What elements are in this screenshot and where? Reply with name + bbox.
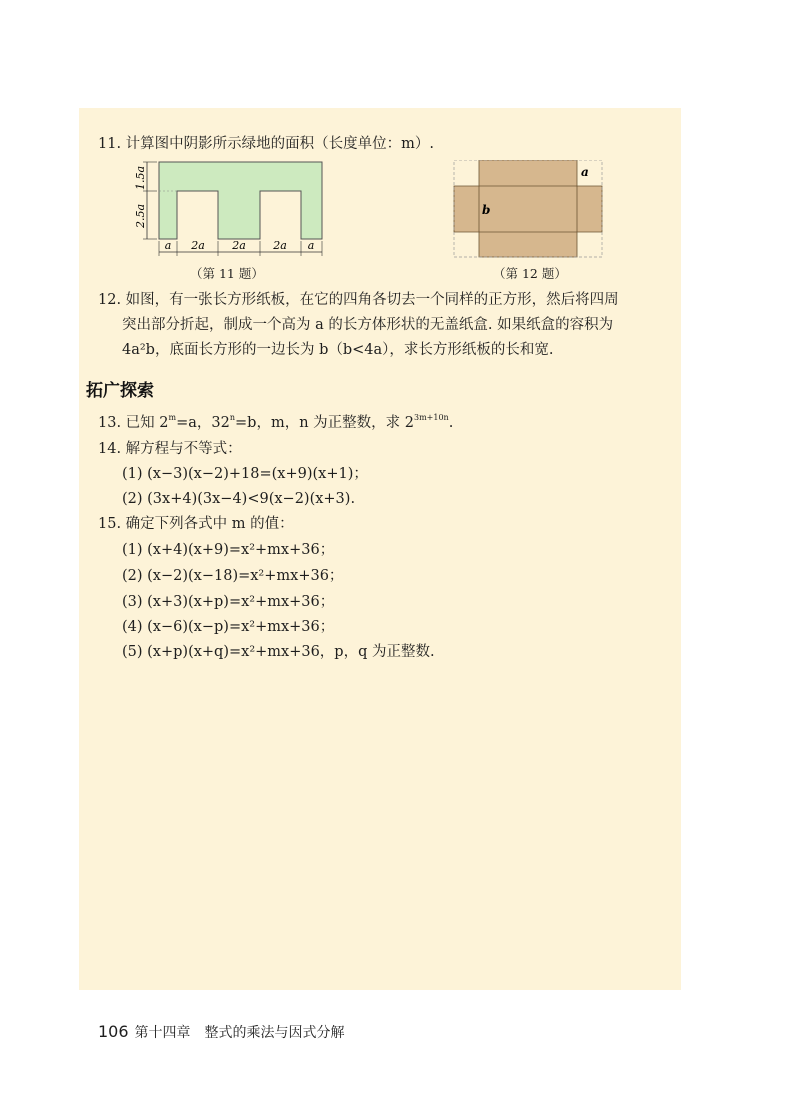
label-a: a [581, 165, 589, 179]
question-14-item-1: (1) (x−3)(x−2)+18=(x+9)(x+1)； [122, 466, 368, 482]
question-12-line-3: 4a²b，底面长方形的一边长为 b（b<4a），求长方形纸板的长和宽. [122, 342, 554, 358]
dim-label-2a-1: 2a [191, 239, 205, 252]
chapter-title: 整式的乘法与因式分解 [204, 1025, 345, 1041]
lawn-shape [159, 162, 322, 239]
page-footer [98, 1022, 345, 1042]
question-15-item-5: (5) (x+p)(x+q)=x²+mx+36，p，q 为正整数. [122, 644, 435, 660]
question-15-title: 15. 确定下列各式中 m 的值： [98, 516, 294, 532]
question-15-item-1: (1) (x+4)(x+9)=x²+mx+36； [122, 542, 335, 558]
page-number: 106 [98, 1022, 129, 1041]
dim-label-a-left: a [164, 239, 172, 252]
q13-text-2: =a，32 [176, 415, 230, 431]
question-15-item-4: (4) (x−6)(x−p)=x²+mx+36； [122, 619, 335, 635]
label-b: b [482, 203, 491, 217]
dim-label-2a-2: 2a [232, 239, 246, 252]
question-14-title: 14. 解方程与不等式： [98, 441, 242, 457]
question-15-item-3: (3) (x+3)(x+p)=x²+mx+36； [122, 594, 335, 610]
section-title: 拓广探索 [86, 381, 154, 401]
figure-11-lawn-diagram [130, 160, 330, 260]
q13-exponent-n: n [229, 413, 236, 423]
figure-12-caption: （第 12 题） [493, 266, 567, 281]
q13-text-3: =b，m，n 为正整数，求 2 [235, 415, 414, 431]
question-12-line-2: 突出部分折起，制成一个高为 a 的长方体形状的无盖纸盒. 如果纸盒的容积为 [122, 317, 614, 333]
figure-11-caption: （第 11 题） [190, 266, 264, 281]
dim-label-2-5a: 2.5a [134, 203, 147, 229]
dim-label-2a-3: 2a [273, 239, 287, 252]
question-14-item-2: (2) (3x+4)(3x−4)<9(x−2)(x+3). [122, 491, 356, 507]
dim-label-1-5a: 1.5a [134, 165, 147, 191]
q13-text-1: 13. 已知 2 [98, 415, 169, 431]
question-15-item-2: (2) (x−2)(x−18)=x²+mx+36； [122, 568, 344, 584]
q13-exponent-3m-10n: 3m+10n [413, 413, 449, 423]
q13-text-4: . [448, 415, 454, 431]
cross-shaped-cardboard [454, 160, 602, 257]
question-text: 计算图中阴影所示绿地的面积（长度单位：m）. [125, 136, 435, 152]
chapter-label: 第十四章 [134, 1025, 191, 1041]
question-12-line-1: 12. 如图，有一张长方形纸板，在它的四角各切去一个同样的正方形，然后将四周 [98, 292, 619, 308]
dim-label-a-right: a [307, 239, 315, 252]
q13-exponent-m: m [168, 413, 177, 423]
figure-12-box-diagram [453, 160, 603, 258]
question-11 [98, 134, 434, 154]
question-13 [98, 413, 453, 433]
question-number: 11. [98, 136, 122, 152]
